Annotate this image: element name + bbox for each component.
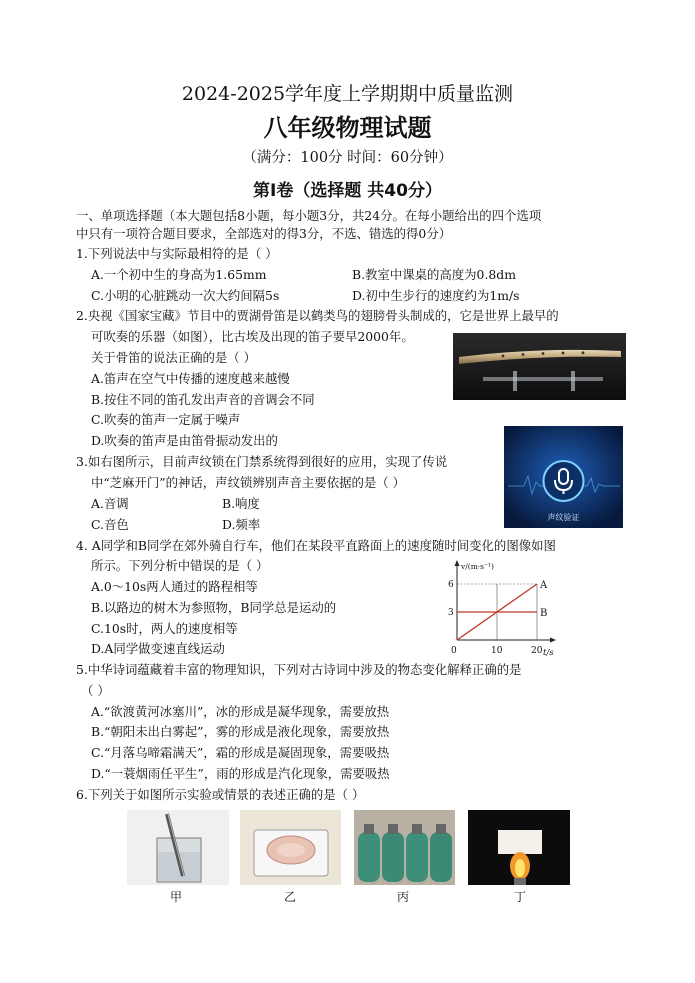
q4-option-c: C.10s时，两人的速度相等 — [91, 621, 238, 636]
q3-option-a: A.音调 — [91, 496, 129, 511]
q4-option-b: B.以路边的树木为参照物，B同学总是运动的 — [91, 600, 337, 615]
y-tick-label-3: 3 — [448, 608, 454, 618]
q5-option-b: B.“朝阳未出白雾起”，雾的形成是液化现象，需要放热 — [91, 724, 390, 739]
q3-option-c: C.音色 — [91, 517, 129, 532]
x-tick-label-20: 20 — [531, 646, 543, 656]
q3-stem-2: 中“芝麻开门”的神话，声纹锁辨别声音主要依据的是（ ） — [91, 475, 405, 490]
x-tick-label-10: 10 — [491, 646, 503, 656]
bone-flute-photo — [453, 333, 626, 400]
q4-stem-1: 4. A同学和B同学在郊外骑自行车，他们在某段平直路面上的速度随时间变化的图像如图 — [76, 538, 556, 553]
q1-stem: 1.下列说法中与实际最相符的是（ ） — [76, 246, 278, 261]
q5-stem-1: 5.中华诗词蕴藏着丰富的物理知识，下列对古诗词中涉及的物态变化解释正确的是 — [76, 662, 522, 677]
y-tick-label-6: 6 — [448, 580, 454, 590]
q4-option-d: D.A同学做变速直线运动 — [91, 641, 225, 656]
velocity-time-graph — [440, 558, 560, 666]
exam-subject: 八年级物理试题 — [263, 114, 432, 142]
exam-meta: （满分：100分 时间：60分钟） — [242, 150, 453, 166]
voice-lock-label: 声纹验证 — [547, 513, 580, 522]
instructions-line-2: 中只有一项符合题目要求，全部选对的得3分，不选、错选的得0分） — [76, 226, 452, 241]
q3-stem-1: 3.如右图所示，目前声纹锁在门禁系统得到很好的应用，实现了传说 — [76, 454, 448, 469]
q1-option-b: B.教室中课桌的高度为0.8dm — [352, 267, 516, 282]
q5-stem-2: （ ） — [81, 683, 110, 698]
q1-option-c: C.小明的心脏跳动一次大约间隔5s — [91, 288, 280, 303]
q6-caption-yi: 乙 — [284, 890, 297, 904]
q4-option-a: A.0～10s两人通过的路程相等 — [91, 579, 258, 594]
q2-option-a: A.笛声在空气中传播的速度越来越慢 — [91, 371, 290, 386]
q1-option-a: A.一个初中生的身高为1.65mm — [91, 267, 267, 282]
q3-option-d: D.频率 — [222, 517, 261, 532]
q5-option-a: A.“欲渡黄河冰塞川”，冰的形成是凝华现象，需要放热 — [91, 704, 390, 719]
q5-option-c: C.“月落乌啼霜满天”，霜的形成是凝固现象，需要吸热 — [91, 745, 390, 760]
y-axis-label: v/(m·s⁻¹) — [461, 562, 494, 571]
x-axis-label: t/s — [543, 648, 554, 658]
q2-stem-1: 2.央视《国家宝藏》节目中的贾湖骨笛是以鹤类鸟的翅膀骨头制成的，它是世界上最早的 — [76, 308, 559, 323]
exam-title: 2024-2025学年度上学期期中质量监测 — [181, 83, 514, 105]
q2-option-b: B.按住不同的笛孔发出声音的音调会不同 — [91, 392, 315, 407]
instructions-line-1: 一、单项选择题（本大题包括8小题，每小题3分，共24分。在每小题给出的四个选项 — [76, 208, 542, 223]
q6-caption-ding: 丁 — [514, 890, 527, 904]
q2-option-c: C.吹奏的笛声一定属于噪声 — [91, 412, 241, 427]
q3-option-b: B.响度 — [222, 496, 260, 511]
section-title: 第I卷（选择题 共40分） — [253, 181, 442, 201]
series-label-A: A — [540, 580, 548, 591]
q6-image-ding — [468, 810, 570, 885]
y-axis-arrow — [455, 560, 460, 566]
series-label-B: B — [540, 608, 548, 619]
q5-option-d: D.“一蓑烟雨任平生”，雨的形成是汽化现象，需要吸热 — [91, 766, 390, 781]
x-axis-arrow — [550, 638, 556, 643]
q6-image-bing — [354, 810, 455, 885]
q6-caption-bing: 丙 — [397, 890, 410, 904]
q2-stem-2: 可吹奏的乐器（如图），比古埃及出现的笛子要早2000年。 — [91, 329, 414, 344]
q4-stem-2: 所示。下列分析中错误的是（ ） — [91, 558, 269, 573]
voice-lock-photo — [504, 426, 623, 528]
q2-stem-3: 关于骨笛的说法正确的是（ ） — [91, 350, 257, 365]
vt-chart-svg — [440, 558, 560, 666]
q6-stem: 6.下列关于如图所示实验或情景的表述正确的是（ ） — [76, 787, 365, 802]
q6-image-yi — [240, 810, 341, 885]
q6-image-jia — [127, 810, 229, 885]
q1-option-d: D.初中生步行的速度约为1m/s — [352, 288, 520, 303]
q2-option-d: D.吹奏的笛声是由笛骨振动发出的 — [91, 433, 278, 448]
q6-caption-jia: 甲 — [170, 890, 183, 904]
origin-label: 0 — [451, 646, 457, 656]
